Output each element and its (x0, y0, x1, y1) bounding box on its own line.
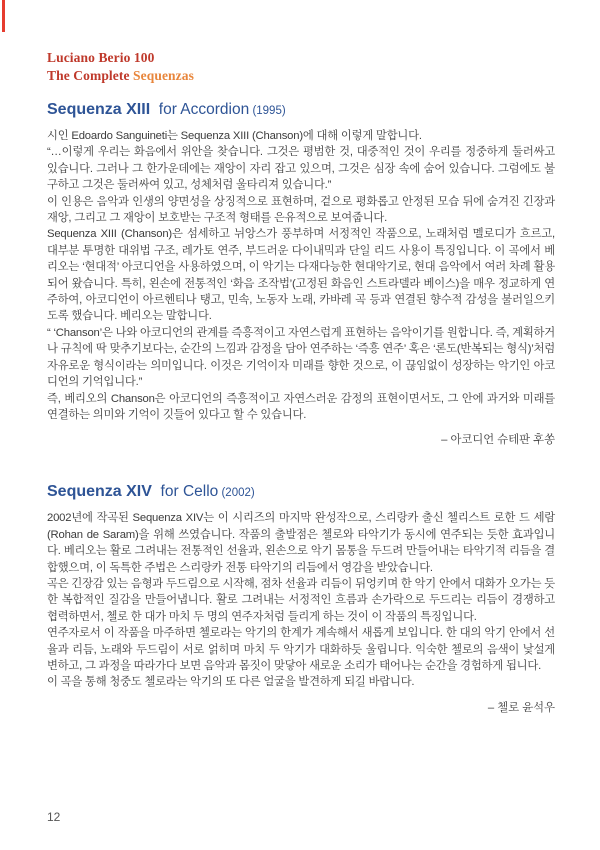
page-number: 12 (47, 810, 61, 824)
paragraph: Sequenza XIII (Chanson)은 섬세하고 뉘앙스가 풍부하며 서정적인 작품으로, 노래처럼 멜로디가 흐르고, 대부분 투명한 대위법 구조, 레가토 연주, 부드러운 다이내믹과 단일 리드 사용이 특징입니다. 이 곡에서 베리오는 ‘현대적’ 아코디언을 사용하였으며, 이 악기는 다재다능한 현대악기로, 현대 음악에서 여러 차례 활용되어 왔습니다. 특히, 왼손에 전통적인 ‘화음 조작법’(고정된 화음인 스트라델라 베이스)을 매우 정교하게 연주하여, 아코디언이 아르헨티나 탱고, 민속, 노동자 노래, 카바레 곡 등과 연결된 향수적 감성을 불러일으키도록 했습니다. 베리오는 말합니다. (47, 228, 555, 323)
heading-subtitle (152, 483, 161, 500)
corner-mark (2, 0, 5, 32)
section-heading (47, 481, 555, 504)
section-body (47, 128, 555, 423)
heading-subtitle (150, 101, 159, 118)
section-body (47, 510, 555, 690)
section-sequenza-xiii (47, 99, 555, 448)
paragraph-quote: “…이렇게 우리는 화음에서 위안을 찾습니다. 그것은 평범한 것, 대중적인 것이 우리를 정중하게 둘러싸고 있습니다. 그러나 그 한가운데에는 재앙이 자리 잡고 있으며, 그것은 심장 속에 숨어 있습니다. 그럼에도 불구하고 그것은 둘러싸여 있고, 성체처럼 울타리져 있습니다.” (47, 146, 555, 192)
paragraph: 이 곡을 통해 청중도 첼로라는 악기의 또 다른 얼굴을 발견하게 되길 바랍니다. (47, 676, 415, 689)
section-sequenza-xiv (47, 481, 555, 715)
paragraph: 즉, 베리오의 Chanson은 아코디언의 즉흥적이고 자연스러운 감정의 표현이면서도, 그 안에 과거와 미래를 연결하는 의미와 기억이 깃들어 있다고 할 수 있습니다. (47, 392, 555, 421)
paragraph: 연주자로서 이 작품을 마주하면 첼로라는 악기의 한계가 계속해서 새롭게 보입니다. 한 대의 악기 안에서 선율과 리듬, 노래와 두드림이 서로 얽히며 마치 두 악기가 대화하듯 울립니다. 익숙한 첼로의 음색이 낯설게 변하고, 그 과정을 따라가다 보면 음악과 몸짓이 맞닿아 새로운 소리가 태어나는 순간을 경험하게 됩니다. (47, 627, 555, 672)
paragraph-quote: “ ‘Chanson’은 나와 아코디언의 관계를 즉흥적이고 자연스럽게 표현하는 음악이기를 원합니다. 즉, 계획하거나 규칙에 딱 맞추기보다는, 순간의 느낌과 감정을 담아 연주하는 ‘즉흥 연주’ 혹은 ‘론도(반복되는 형식)’처럼 자유로운 형식이라는 의미입니다. 이것은 기억이자 미래를 향한 것으로, 이 끊임없이 성장하는 악기인 아코디언의 기억입니다.” (47, 326, 556, 389)
heading-instrument: for Cello (160, 483, 219, 501)
heading-year-value: (1995) (252, 105, 286, 117)
page-header (47, 49, 555, 85)
heading-year-value: (2002) (221, 487, 255, 500)
header-subtitle-accent: Sequenzas (133, 68, 194, 83)
attribution-accordion: – 아코디언 슈테판 후쏭 (441, 434, 555, 447)
attribution-cello: – 첼로 윤석우 (487, 701, 555, 714)
header-subtitle (47, 67, 555, 85)
section-heading (47, 99, 555, 122)
header-subtitle-prefix: The Complete (47, 68, 134, 83)
heading-instrument: for Accordion (158, 101, 250, 118)
heading-title: Sequenza XIV (47, 483, 152, 501)
heading-title: Sequenza XIII (47, 101, 151, 118)
paragraph: 시인 Edoardo Sanguineti는 Sequenza XIII (Chanson)에 대해 이렇게 말합니다. (47, 130, 422, 142)
paragraph: 이 인용은 음악과 인생의 양면성을 상징적으로 표현하며, 겉으로 평화롭고 안정된 모습 뒤에 숨겨진 긴장과 재앙, 그리고 그 재앙이 보호받는 구조적 형태를 은유적으로 보여줍니다. (47, 195, 555, 225)
paragraph: 곡은 긴장감 있는 음형과 두드림으로 시작해, 점차 선율과 리듬이 뒤엉키며 한 악기 안에서 대화가 오가는 듯한 복합적인 질감을 만들어냅니다. 활로 그려내는 서정적인 흐름과 손가락으로 두드리는 리듬이 경쟁하고 협력하면서, 첼로 한 대가 마치 두 명의 연주자처럼 들리게 하는 것이 이 작품의 특징입니다. (47, 577, 555, 623)
paragraph: 2002년에 작곡된 Sequenza XIV는 이 시리즈의 마지막 완성작으로, 스리랑카 출신 첼리스트 로한 드 세람(Rohan de Saram)을 위해 쓰였습니다. 작품의 출발점은 첼로와 타악기가 동시에 연주되는 듯한 효과입니다. 베리오는 활로 그려내는 전통적인 선율과, 왼손으로 악기 몸통을 두드려 만들어내는 타악기적 리듬을 결합했으며, 이 독특한 주법은 스리랑카 전통 타악기의 리듬에서 영감을 받았습니다. (47, 512, 555, 574)
header-title: Luciano Berio 100 (47, 50, 155, 65)
